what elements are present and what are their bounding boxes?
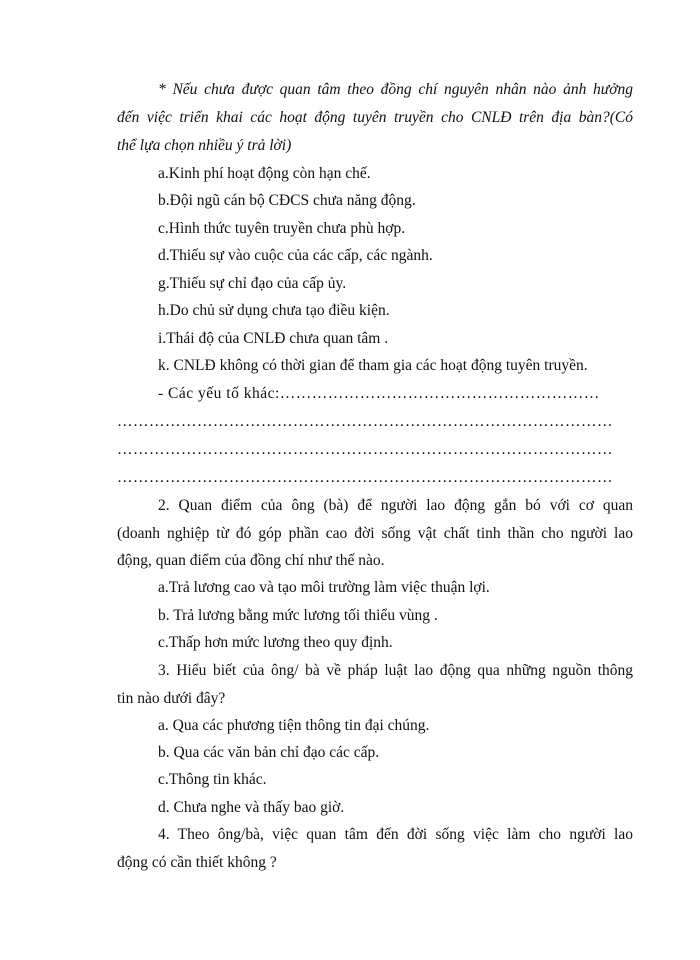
q4-line-2: động có cần thiết không ? (117, 854, 277, 871)
q2-line-3: động, quan điểm của đồng chí như thế nào. (117, 552, 385, 569)
q4-line-1: 4. Theo ông/bà, việc quan tâm đến đời sống việc làm cho người lao (158, 826, 633, 843)
q1-blank-line-2: ………………………………………………………………………………… (117, 441, 613, 458)
q1-intro-line-3: thể lựa chọn nhiều ý trả lời) (117, 137, 292, 154)
q2-option-a: a.Trả lương cao và tạo môi trường làm việc thuận lợi. (158, 579, 490, 596)
q1-option-b: b.Đội ngũ cán bộ CĐCS chưa năng động. (158, 192, 416, 209)
q3-line-1: 3. Hiểu biết của ông/ bà về pháp luật lao động qua những nguồn thông (158, 662, 633, 679)
q3-option-c: c.Thông tin khác. (158, 771, 267, 788)
q2-option-b: b. Trả lương bằng mức lương tối thiểu vùng . (158, 607, 438, 624)
q3-option-a: a. Qua các phương tiện thông tin đại chúng. (158, 717, 430, 734)
q2-line-2: (doanh nghiệp từ đó góp phần cao đời sống vật chất tinh thần cho người lao (117, 525, 633, 542)
q1-intro-line-1: * Nếu chưa được quan tâm theo đồng chí nguyên nhân nào ảnh hưởng (158, 81, 633, 98)
q1-option-i: i.Thái độ của CNLĐ chưa quan tâm . (158, 330, 389, 347)
q1-option-k: k. CNLĐ không có thời gian để tham gia các hoạt động tuyên truyền. (158, 357, 588, 374)
q3-option-b: b. Qua các văn bản chỉ đạo các cấp. (158, 744, 380, 761)
q1-blank-line-1: ………………………………………………………………………………… (117, 413, 613, 430)
q1-other-factors: - Các yếu tố khác:…………………………………………………… (158, 385, 600, 402)
q3-line-2: tin nào dưới đây? (117, 690, 226, 707)
q1-option-a: a.Kinh phí hoạt động còn hạn chế. (158, 165, 371, 182)
q1-option-d: d.Thiếu sự vào cuộc của các cấp, các ngành. (158, 247, 433, 264)
q2-option-c: c.Thấp hơn mức lương theo quy định. (158, 634, 393, 651)
q1-option-h: h.Do chủ sử dụng chưa tạo điều kiện. (158, 302, 390, 319)
q1-option-g: g.Thiếu sự chỉ đạo của cấp ủy. (158, 275, 347, 292)
q1-option-c: c.Hình thức tuyên truyền chưa phù hợp. (158, 220, 406, 237)
q3-option-d: d. Chưa nghe và thấy bao giờ. (158, 799, 345, 816)
q2-line-1: 2. Quan điểm của ông (bà) để người lao động gắn bó với cơ quan (158, 497, 633, 514)
q1-intro-line-2: đến việc triển khai các hoạt động tuyên truyền cho CNLĐ trên địa bàn?(Có (117, 109, 633, 126)
q1-blank-line-3: ………………………………………………………………………………… (117, 469, 613, 486)
